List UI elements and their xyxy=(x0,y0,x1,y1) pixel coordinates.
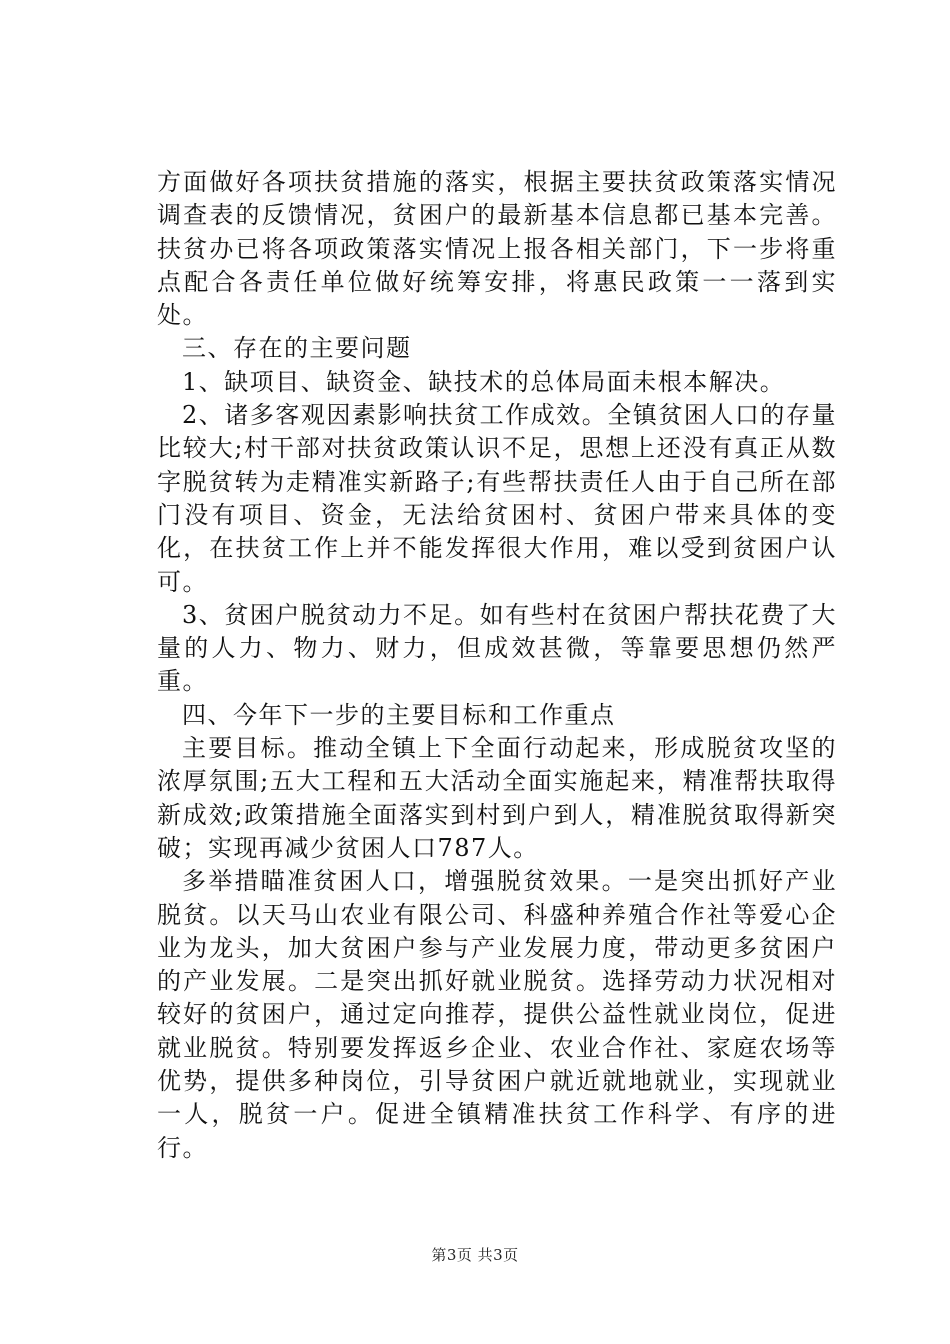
paragraph-problem-3: 3、贫困户脱贫动力不足。如有些村在贫困户帮扶花费了大量的人力、物力、财力，但成效甚微，等靠要思想仍然严重。 xyxy=(157,600,837,696)
paragraph-measures: 多举措瞄准贫困人口，增强脱贫效果。一是突出抓好产业脱贫。以天马山农业有限公司、科盛种养殖合作社等爱心企业为龙头，加大贫困户参与产业发展力度，带动更多贫困户的产业发展。二是突出抓好就业脱贫。选择劳动力状况相对较好的贫困户，通过定向推荐，提供公益性就业岗位，促进就业脱贫。特别要发挥返乡企业、农业合作社、家庭农场等优势，提供多种岗位，引导贫困户就近就地就业，实现就业一人，脱贫一户。促进全镇精准扶贫工作科学、有序的进行。 xyxy=(157,867,837,1162)
page-number-footer: 第3页 共3页 xyxy=(431,1246,519,1264)
document-body xyxy=(157,166,837,1165)
paragraph-continuation: 方面做好各项扶贫措施的落实，根据主要扶贫政策落实情况调查表的反馈情况，贫困户的最新基本信息都已基本完善。扶贫办已将各项政策落实情况上报各相关部门，下一步将重点配合各责任单位做好统筹安排，将惠民政策一一落到实处。 xyxy=(157,168,837,330)
section-heading-goals: 四、今年下一步的主要目标和工作重点 xyxy=(182,700,616,729)
paragraph-problem-1: 1、缺项目、缺资金、缺技术的总体局面未根本解决。 xyxy=(182,367,786,396)
paragraph-main-goals: 主要目标。推动全镇上下全面行动起来，形成脱贫攻坚的浓厚氛围;五大工程和五大活动全面实施起来，精准帮扶取得新成效;政策措施全面落实到村到户到人，精准脱贫取得新突破；实现再减少贫困人口787人。 xyxy=(157,734,837,862)
paragraph-problem-2: 2、诸多客观因素影响扶贫工作成效。全镇贫困人口的存量比较大;村干部对扶贫政策认识不足，思想上还没有真正从数字脱贫转为走精准实新路子;有些帮扶责任人由于自己所在部门没有项目、资金，无法给贫困村、贫困户带来具体的变化，在扶贫工作上并不能发挥很大作用，难以受到贫困户认可。 xyxy=(157,401,837,596)
section-heading-problems: 三、存在的主要问题 xyxy=(182,334,412,363)
